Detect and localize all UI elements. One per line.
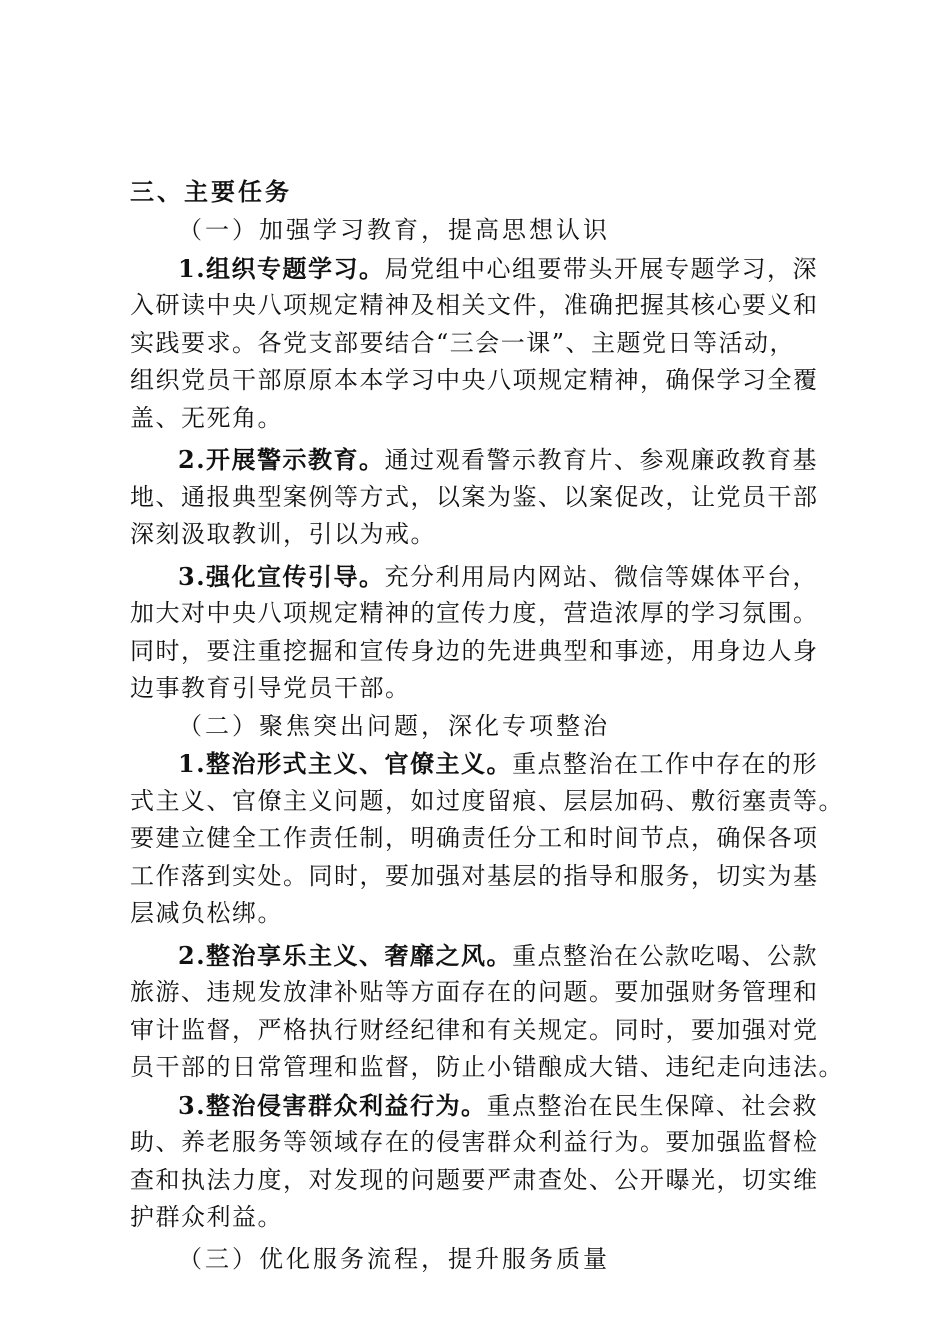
text-line: 边事教育引导党员干部。 (130, 674, 411, 702)
subsection-heading-2: （二）聚焦突出问题，深化专项整治 (178, 711, 610, 740)
paragraph-2-3 (130, 1087, 830, 1237)
item-label: 2.整治享乐主义、奢靡之风。 (178, 940, 513, 970)
paragraph-1-1 (130, 250, 830, 438)
item-label: 3.强化宣传引导。 (178, 561, 385, 591)
paragraph-1-3 (130, 558, 830, 708)
text-line: 盖、无死角。 (130, 403, 283, 432)
text-line: 层减负松绑。 (130, 899, 283, 927)
paragraph-1-2 (130, 441, 830, 554)
text-line: 加大对中央八项规定精神的宣传力度，营造浓厚的学习氛围。 (130, 599, 819, 627)
paragraph-2-1 (130, 745, 844, 933)
text-line: 查和执法力度，对发现的问题要严肃查处、公开曝光，切实维 (130, 1165, 819, 1194)
text-line: 护群众利益。 (130, 1203, 283, 1231)
item-text: 重点整治在工作中存在的形 (512, 750, 819, 778)
section-title: 三、主要任务 (130, 177, 292, 206)
subsection-heading-3: （三）优化服务流程，提升服务质量 (178, 1244, 610, 1273)
text-line: 旅游、违规发放津补贴等方面存在的问题。要加强财务管理和 (130, 978, 819, 1006)
subsection-heading-1: （一）加强学习教育，提高思想认识 (178, 216, 610, 244)
text-line: 要建立健全工作责任制，明确责任分工和时间节点，确保各项 (130, 824, 819, 852)
text-line: 实践要求。各党支部要结合“三会一课”、主题党日等活动， (130, 328, 796, 357)
item-label: 1.整治形式主义、官僚主义。 (178, 749, 513, 778)
item-text: 局党组中心组要带头开展专题学习，深 (384, 254, 819, 283)
text-line: 审计监督，严格执行财经纪律和有关规定。同时，要加强对党 (130, 1015, 819, 1044)
text-line: 地、通报典型案例等方式，以案为鉴、以案促改，让党员干部 (130, 482, 819, 511)
text-line: 深刻汲取教训，引以为戒。 (130, 520, 436, 548)
item-text: 充分利用局内网站、微信等媒体平台， (384, 562, 819, 591)
item-label: 1.组织专题学习。 (178, 253, 385, 283)
item-label: 3.整治侵害群众利益行为。 (178, 1090, 487, 1120)
paragraph-2-2 (130, 937, 844, 1087)
text-line: 入研读中央八项规定精神及相关文件，准确把握其核心要义和 (130, 291, 819, 319)
document-body (130, 172, 844, 1278)
text-line: 工作落到实处。同时，要加强对基层的指导和服务，切实为基 (130, 861, 819, 890)
item-text: 重点整治在民生保障、社会救 (486, 1091, 819, 1120)
text-line: 式主义、官僚主义问题，如过度留痕、层层加码、敷衍塞责等。 (130, 786, 844, 815)
item-text: 通过观看警示教育片、参观廉政教育基 (384, 446, 819, 474)
item-label: 2.开展警示教育。 (178, 445, 385, 474)
text-line: 组织党员干部原原本本学习中央八项规定精神，确保学习全覆 (130, 366, 819, 394)
text-line: 员干部的日常管理和监督，防止小错酿成大错、违纪走向违法。 (130, 1053, 844, 1081)
text-line: 助、养老服务等领域存在的侵害群众利益行为。要加强监督检 (130, 1128, 819, 1156)
text-line: 同时，要注重挖掘和宣传身边的先进典型和事迹，用身边人身 (130, 636, 819, 665)
item-text: 重点整治在公款吃喝、公款 (512, 941, 819, 970)
